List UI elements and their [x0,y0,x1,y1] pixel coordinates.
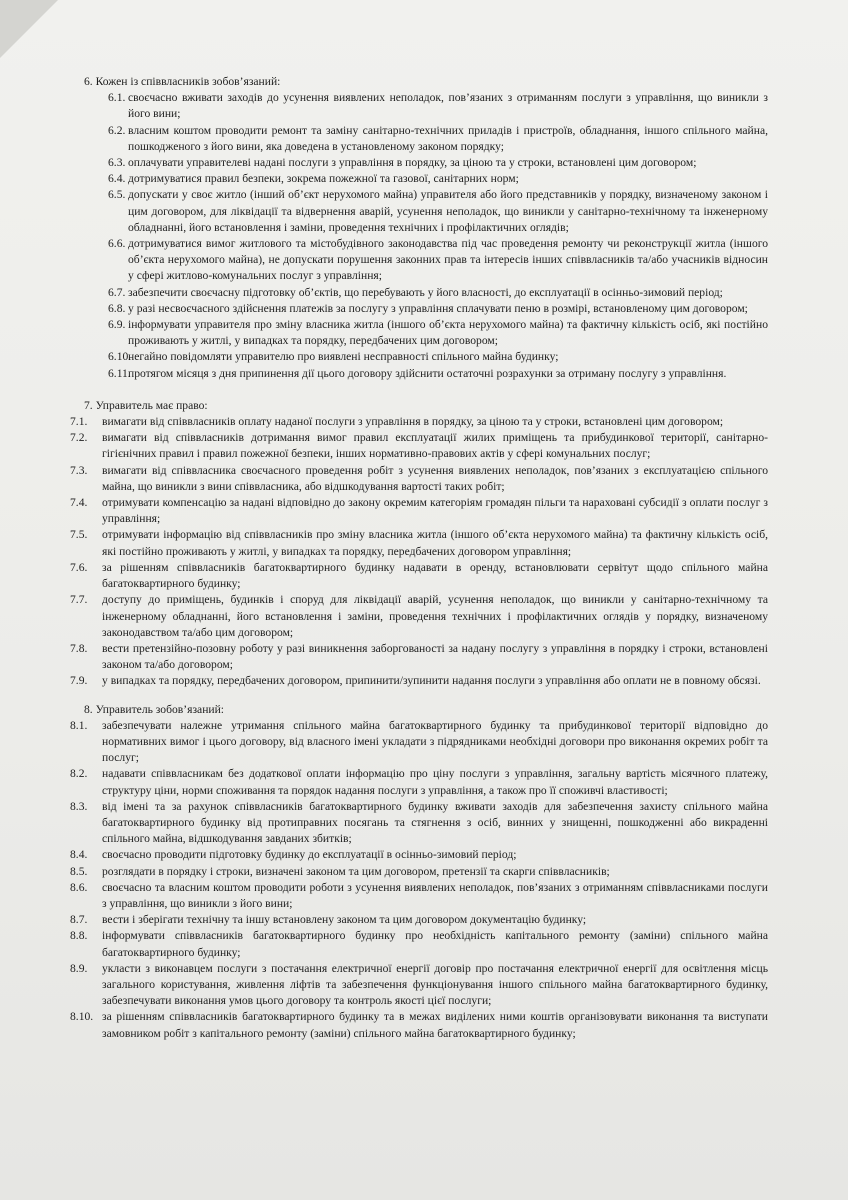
item-number: 7.1. [70,415,88,429]
item-number: 7.7. [70,593,88,607]
item-number: 8.8. [70,929,88,943]
section-8-heading: 8. Управитель зобов’язаний: [84,702,225,716]
section-8-items [70,718,768,1042]
item-text: за рішенням співвласників багатоквартирного будинку та в межах виділених ними коштів організовувати виконання та виступати замовником робіт з капітального ремонту (заміни) спільного майна багатоквартирного будинку; [102,1010,768,1040]
list-item [80,155,768,171]
item-text: від імені та за рахунок співвласників багатоквартирного будинку вживати заходів для забезпечення захисту спільного майна багатоквартирного будинку від протиправних посягань та стягнення з осіб, винних у знищенні, пошкодженні або викраденні спільного майна, відшкодування завданих збитків; [102,799,768,846]
item-text: доступу до приміщень, будинків і споруд для ліквідації аварій, усунення неполадок, що виникли у санітарно-технічному та інженерному обладнанні, його встановлення і заміни, проведення технічних і профілактичних оглядів у порядку, визначеному законодавством та/або цим договором; [102,593,768,639]
item-number: 6.9. [108,318,126,332]
item-text: укласти з виконавцем послуги з постачання електричної енергії договір про постачання електричної енергії для освітлення місць загального користування, живлення ліфтів та забезпечення функціонування іншого спільного майна багатоквартирного будинку, забезпечувати виконання умов цього договору та контроль якості цієї послуги; [102,961,768,1008]
item-number: 6.3. [108,156,126,170]
item-number: 8.1. [70,718,88,732]
item-number: 6.7. [108,285,126,299]
section-spacer [80,382,768,398]
page-corner-fold [0,0,58,58]
list-item [70,560,768,592]
section-6-heading: 6. Кожен із співвласників зобов’язаний: [84,75,281,88]
item-text: у разі несвоєчасного здійснення платежів за послугу з управління сплачувати пеню в розмірі, встановленому цим договором; [128,301,748,315]
item-number: 7.2. [70,431,88,445]
list-item [70,961,768,1010]
item-text: оплачувати управителеві надані послуги з управління в порядку, за ціною та у строки, встановлені цим договором; [128,156,697,170]
item-text: вимагати від співвласників оплату наданої послуги з управління в порядку, за ціною та у строки, встановлені цим договором; [102,415,724,429]
item-text: за рішенням співвласників багатоквартирного будинку надавати в оренду, встановлювати сервітут щодо спільного майна багатоквартирного будинку; [102,560,768,591]
list-item [80,285,768,301]
list-item [70,766,768,798]
item-text: вимагати від співвласника своєчасного проведення робіт з усунення виявлених неполадок, пов’язаних з експлуатацією спільного майна, що виникли з вини співвласника, або відшкодування вартості таких робіт; [102,463,768,493]
list-item [70,718,768,767]
item-text: дотримуватися вимог житлового та містобудівного законодавства під час проведення ремонту чи реконструкції житла (іншого об’єкта нерухомого майна), не допускати порушення законних прав та інтересів інших співвласників та/або учасників відносин у сфері житлово-комунальних послуг з управління; [128,237,768,283]
list-item [80,187,768,236]
item-number: 7.9. [70,674,88,688]
item-number: 6.2. [108,123,126,137]
item-text: своєчасно та власним коштом проводити роботи з усунення виявлених неполадок, пов’язаних з отриманням співвласниками послуги з управління, що виникли з його вини; [102,880,768,910]
section-8 [70,702,768,1042]
list-item [70,880,768,912]
item-number: 6.8. [108,301,126,315]
item-number: 8.9. [70,961,88,975]
list-item [80,349,768,365]
list-item [70,799,768,848]
list-item [80,123,768,155]
list-item [70,527,768,559]
item-number: 8.6. [70,880,88,894]
item-number: 8.7. [70,913,88,927]
list-item [70,928,768,960]
item-text: вести і зберігати технічну та іншу встановлену законом та цим договором документацію будинку; [102,913,587,927]
list-item [70,592,768,641]
item-text: отримувати інформацію від співвласників про зміну власника житла (іншого об’єкта нерухомого майна) та фактичну кількість осіб, які постійно проживають у житлі, у випадках та порядку, передбачених договором управління; [102,528,768,558]
list-item [70,864,768,880]
item-number: 8.10. [70,1010,94,1024]
section-spacer [80,690,768,702]
list-item [70,912,768,928]
section-7-heading: 7. Управитель має право: [84,398,208,412]
item-number: 7.8. [70,641,88,655]
section-6 [80,74,768,382]
item-number: 7.4. [70,496,88,510]
item-number: 8.2. [70,767,88,781]
item-number: 8.5. [70,864,88,878]
item-text: негайно повідомляти управителю про виявлені несправності спільного майна будинку; [128,350,559,364]
section-7-items [70,414,768,689]
item-number: 7.5. [70,528,88,542]
list-item [80,90,768,122]
item-text: власним коштом проводити ремонт та заміну санітарно-технічних приладів і пристроїв, обладнання, іншого спільного майна, пошкодженого з його вини, яка доведена в установленому законом порядку; [128,123,768,153]
list-item [80,317,768,349]
list-item [70,847,768,863]
item-number: 6.1. [108,91,126,105]
list-item [70,430,768,462]
item-number: 6.6. [108,237,126,251]
item-text: забезпечувати належне утримання спільного майна багатоквартирного будинку та прибудинкової території відповідно до нормативних вимог і цього договору, від власного імені укладати з підрядниками необхідні договори про виконання окремих робіт та послуг; [102,718,768,765]
item-text: вимагати від співвласників дотримання вимог правил експлуатації жилих приміщень та прибудинкової території, санітарно-гігієнічних правил і правил пожежної безпеки, інших нормативно-правових актів у сфері комунальних послуг; [102,431,768,461]
item-number: 6.5. [108,188,126,202]
item-number: 8.4. [70,848,88,862]
item-text: розглядати в порядку і строки, визначені законом та цим договором, претензії та скарги співвласників; [102,864,610,878]
item-number: 8.3. [70,799,88,813]
item-number: 7.6. [70,560,88,574]
list-item [70,641,768,673]
list-item [70,495,768,527]
section-7 [70,398,768,690]
list-item [70,673,768,689]
item-number: 7.3. [70,463,88,477]
item-text: отримувати компенсацію за надані відповідно до закону окремим категоріям громадян пільги та нараховані субсидії з оплати послуг з управління; [102,496,768,526]
item-text: інформувати управителя про зміну власника житла (іншого об’єкта нерухомого майна) та фактичну кількість осіб, які постійно проживають у житлі, у випадках та порядку, передбачених цим договором; [128,318,768,348]
list-item [80,171,768,187]
list-item [80,236,768,285]
item-text: своєчасно вживати заходів до усунення виявлених неполадок, пов’язаних з отриманням послуги з управління, що виникли з його вини; [128,91,768,121]
item-text: протягом місяця з дня припинення дії цього договору здійснити остаточні розрахунки за отриману послугу з управління. [128,366,727,380]
item-number: 6.10. [108,350,132,364]
item-text: своєчасно проводити підготовку будинку до експлуатації в осінньо-зимовий період; [102,848,517,862]
item-text: забезпечити своєчасну підготовку об’єктів, що перебувають у його власності, до експлуатації в осінньо-зимовий період; [128,285,723,299]
list-item [70,1009,768,1041]
list-item [70,463,768,495]
item-text: у випадках та порядку, передбачених договором, припинити/зупинити надання послуги з управління або оплати не в повному обсязі. [102,674,761,688]
item-text: інформувати співвласників багатоквартирного будинку про необхідність капітального ремонту (заміни) спільного майна багатоквартирного будинку; [102,929,768,959]
item-text: надавати співвласникам без додаткової оплати інформацію про ціну послуги з управління, загальну вартість місячного платежу, структуру ціни, норми споживання та порядок надання послуги з управління, а також про її споживчі властивості; [102,767,768,797]
item-text: допускати у своє житло (інший об’єкт нерухомого майна) управителя або його представників у порядку, визначеному законом і цим договором, для ліквідації та відвернення аварій, усунення неполадок, що виникли у санітарно-технічному та інженерному обладнанні, його встановлення і заміни, проведення технічних і профілактичних оглядів; [128,188,768,234]
list-item [80,366,768,382]
list-item [80,301,768,317]
item-text: дотримуватися правил безпеки, зокрема пожежної та газової, санітарних норм; [128,172,519,186]
item-number: 6.11. [108,366,131,380]
item-text: вести претензійно-позовну роботу у разі виникнення заборгованості за надану послугу з управління в порядку і строки, встановлені законом та/або договором; [102,641,768,672]
list-item [70,414,768,430]
section-6-items [80,90,768,382]
item-number: 6.4. [108,172,126,186]
document-body [70,74,768,1042]
